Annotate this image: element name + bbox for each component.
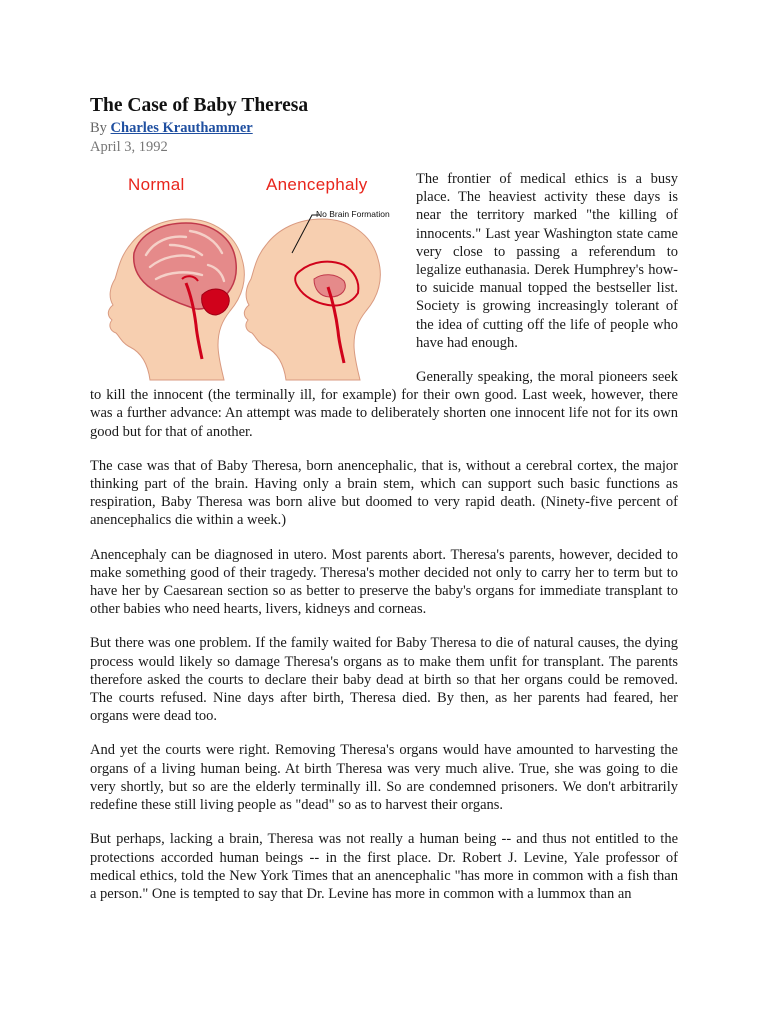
byline: [90, 119, 678, 138]
article-title: The Case of Baby Theresa: [90, 95, 309, 116]
paragraph-5: But there was one problem. If the family waited for Baby Theresa to die of natural causes, the dying process would likely so damage Theresa's organs as to make them unfit for transplant. The parents therefore asked the courts to declare their baby dead at birth so that her organs could be removed. The courts refused. Nine days after birth, Theresa died. By then, as her parents had feared, her organs were dead too.: [90, 635, 678, 725]
no-brain-formation-note: No Brain Formation: [316, 209, 390, 219]
paragraph-2-text: Generally speaking, the moral pioneers seek to kill the innocent (the terminally ill, for example) for their own good. Last week, however, there was a further advance: An attempt was made to deliberately shorten one innocent life not for its own good but for that of another.: [90, 369, 678, 440]
publish-date: April 3, 1992: [90, 139, 168, 155]
author-link[interactable]: Charles Krauthammer: [110, 120, 253, 136]
normal-head-illustration: [108, 219, 244, 380]
head-illustrations: [90, 175, 406, 385]
article: [90, 94, 678, 919]
anencephaly-diagram: [90, 175, 406, 385]
paragraph-3: The case was that of Baby Theresa, born anencephalic, that is, without a cerebral cortex, the major thinking part of the brain. Having only a brain stem, which can support such basic functions as respiration, Baby Theresa was born alive but doomed to very rapid death. (Ninety-five percent of anencephalics die within a week.): [90, 457, 678, 529]
paragraph-1: The frontier of medical ethics is a busy place. The heaviest activity these days is near the territory marked "the killing of innocents." Last year Washington state came very close to passing a referendum to legalize euthanasia. Derek Humphrey's how-to suicide manual topped the bestseller list. Society is growing increasingly tolerant of the idea of cutting off the life of people who have had enough.: [416, 171, 678, 351]
label-anencephaly: Anencephaly: [266, 175, 368, 194]
paragraph-6: And yet the courts were right. Removing Theresa's organs would have amounted to harvesting the organs of a living human being. At birth Theresa was very much alive. True, she was going to die very shortly, but so are the elderly terminally ill. So are condemned prisoners. We don't arbitrarily redefine these still living people as "dead" so as to harvest their organs.: [90, 742, 678, 814]
paragraph-4: Anencephaly can be diagnosed in utero. Most parents abort. Theresa's parents, however, decided to make something good of their tragedy. Theresa's mother decided not only to carry her to term but to have her by Caesarean section so as better to preserve the baby's organs for immediate transplant to other babies who need hearts, livers, kidneys and corneas.: [90, 546, 678, 618]
label-normal: Normal: [128, 175, 185, 194]
byline-prefix: By: [90, 120, 107, 136]
anencephaly-head-illustration: [244, 215, 380, 380]
paragraph-7: But perhaps, lacking a brain, Theresa was not really a human being -- and thus not entitled to the protections accorded human beings -- in the first place. Dr. Robert J. Levine, Yale professor of medical ethics, told the New York Times that an anencephalic "has more in common with a fish than a person." One is tempted to say that Dr. Levine has more in common with a lummox than an: [90, 831, 678, 902]
